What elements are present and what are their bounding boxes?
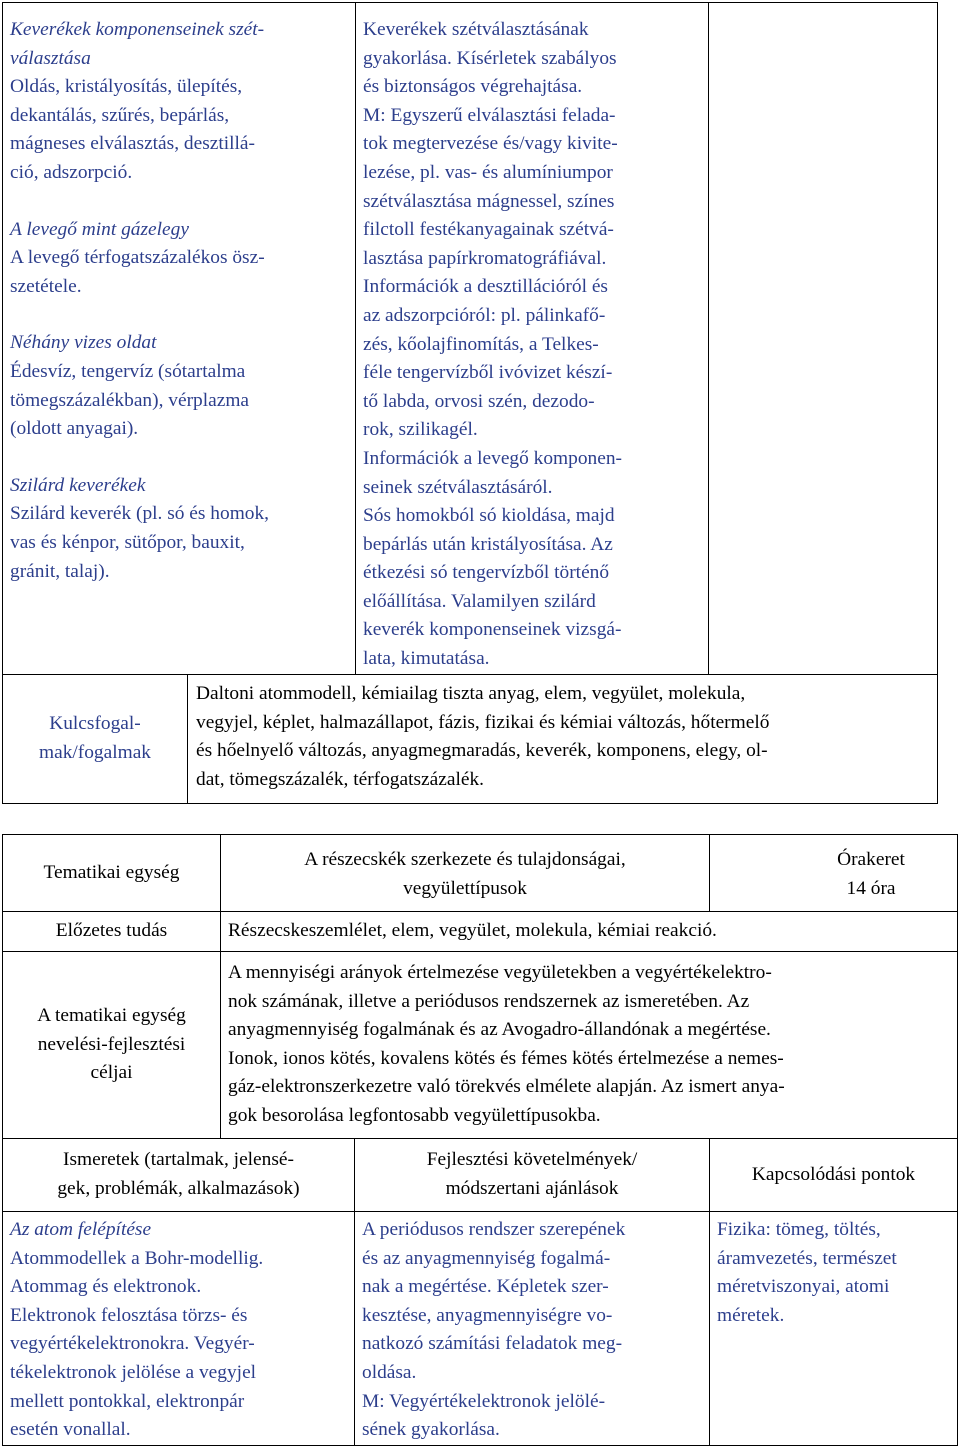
col-header-requirements: Fejlesztési követelmények/ módszertani ajánlások xyxy=(426,1149,638,1199)
goals-line: nok számának, illetve a periódusos rendszernek az ismeretében. Az xyxy=(228,990,750,1012)
unit-label-cell xyxy=(3,835,221,912)
section-line: tömegszázalékban), vérplazma xyxy=(10,389,250,411)
section-heading: A levegő mint gázelegy xyxy=(10,218,189,240)
col-header-connections-cell xyxy=(710,1139,958,1212)
requirement-line: filctoll festékanyagainak szétvá- xyxy=(363,219,614,241)
goals-line: anyagmennyiség fogalmának és az Avogadro-állandónak a megértése. xyxy=(228,1019,771,1041)
goals-label: A tematikai egység nevelési-fejlesztési céljai xyxy=(37,1005,186,1084)
section-line: Édesvíz, tengervíz (sótartalma xyxy=(10,360,246,382)
key-concepts-label-cell xyxy=(3,675,188,804)
key-concepts-cell xyxy=(188,675,938,804)
atom-knowledge-cell xyxy=(3,1212,355,1446)
requirement-line: keverék komponenseinek vizsgá- xyxy=(363,619,622,641)
requirement-line: Keverékek szétválasztásának xyxy=(363,19,589,40)
key-concepts-text xyxy=(196,680,937,795)
requirement-line: M: Egyszerű elválasztási felada- xyxy=(363,104,616,126)
knowledge-line: esetén vonallal. xyxy=(10,1419,131,1441)
prior-label: Előzetes tudás xyxy=(55,920,168,942)
requirement-line: és az anyagmennyiség fogalmá- xyxy=(362,1247,611,1269)
requirement-line: zés, kőolajfinomítás, a Telkes- xyxy=(363,333,599,355)
requirement-line: rok, szilikagél. xyxy=(363,419,478,441)
requirement-line: M: Vegyértékelektronok jelölé- xyxy=(362,1390,606,1412)
knowledge-line: mellett pontokkal, elektronpár xyxy=(10,1390,245,1412)
goals-label-cell xyxy=(3,952,221,1139)
goals-line: A mennyiségi arányok értelmezése vegyületekben a vegyértékelektro- xyxy=(228,962,772,983)
requirement-line: bepárlás után kristályosítása. Az xyxy=(363,533,613,555)
atom-connections-cell xyxy=(710,1212,958,1446)
requirement-line: kesztése, anyagmennyiségre vo- xyxy=(362,1304,613,1326)
knowledge-line: Atommag és elektronok. xyxy=(10,1276,202,1298)
requirement-line: lezése, pl. vas- és alumíniumpor xyxy=(363,161,613,183)
section-line: mágneses elválasztás, desztillá- xyxy=(10,133,255,155)
curriculum-table-bottom xyxy=(2,834,958,1446)
goals-line: gáz-elektronszerkezetre való törekvés elmélete alapján. Az ismert anya- xyxy=(228,1076,785,1098)
section-line: vas és kénpor, sütőpor, bauxit, xyxy=(10,531,245,553)
section-line: A levegő térfogatszázalékos ösz- xyxy=(10,247,265,269)
section-heading: Keverékek komponenseinek szét- választása xyxy=(10,19,265,69)
knowledge-line: tékelektronok jelölése a vegyjel xyxy=(10,1361,257,1383)
connection-line: méretviszonyai, atomi xyxy=(717,1276,890,1298)
requirements-cell xyxy=(356,3,709,675)
goals-line: Ionok, ionos kötés, kovalens kötés és fémes kötés értelmezése a nemes- xyxy=(228,1047,784,1069)
requirement-line: gyakorlása. Kísérletek szabályos xyxy=(363,47,617,69)
section-heading: Néhány vizes oldat xyxy=(10,332,157,354)
atom-requirements-text xyxy=(362,1216,709,1445)
connection-line: Fizika: tömeg, töltés, xyxy=(717,1219,881,1240)
unit-label: Tematikai egység xyxy=(43,861,180,883)
requirement-line: oldása. xyxy=(362,1361,417,1383)
requirement-line: szétválasztása mágnessel, színes xyxy=(363,190,615,212)
hours-label: Órakeret 14 óra xyxy=(837,849,905,899)
atom-knowledge-text xyxy=(10,1245,354,1445)
unit-title: A részecskék szerkezete és tulajdonságai, vegyülettípusok xyxy=(304,849,626,899)
requirement-line: sének gyakorlása. xyxy=(362,1419,500,1441)
key-concepts-line: dat, tömegszázalék, térfogatszázalék. xyxy=(196,769,485,791)
requirement-line: és biztonságos végrehajtása. xyxy=(363,76,583,98)
section-line: dekantálás, szűrés, bepárlás, xyxy=(10,104,230,126)
section-spacer xyxy=(10,444,355,472)
requirement-line: tok megtervezése és/vagy kivite- xyxy=(363,133,618,155)
unit-title-cell xyxy=(221,835,710,912)
requirement-line: A periódusos rendszer szerepének xyxy=(362,1219,626,1240)
section-line: Szilárd keverék (pl. só és homok, xyxy=(10,503,270,525)
atom-knowledge-heading: Az atom felépítése xyxy=(10,1219,152,1240)
requirement-line: tő labda, orvosi szén, dezodo- xyxy=(363,390,595,412)
knowledge-content xyxy=(10,16,355,586)
requirement-line: féle tengervízből ivóvizet készí- xyxy=(363,362,613,384)
key-concepts-line: vegyjel, képlet, halmazállapot, fázis, fizikai és kémiai változás, hőtermelő xyxy=(196,711,770,733)
prior-label-cell xyxy=(3,912,221,952)
requirement-line: az adszorpcióról: pl. pálinkafő- xyxy=(363,304,606,326)
section-spacer xyxy=(10,301,355,329)
section-line: Oldás, kristályosítás, ülepítés, xyxy=(10,76,243,98)
requirement-line: Sós homokból só kioldása, majd xyxy=(363,505,615,527)
section-heading: Szilárd keverékek xyxy=(10,474,146,496)
requirement-line: Információk a desztillációról és xyxy=(363,276,608,298)
requirement-line: étkezési só tengervízből történő xyxy=(363,562,610,584)
connection-line: áramvezetés, természet xyxy=(717,1247,897,1269)
section-line: ció, adszorpció. xyxy=(10,161,133,183)
section-line: szetétele. xyxy=(10,275,82,297)
requirement-line: lasztása papírkromatográfiával. xyxy=(363,247,607,269)
requirement-line: seinek szétválasztásáról. xyxy=(363,476,553,498)
prior-text: Részecskeszemlélet, elem, vegyület, molekula, kémiai reakció. xyxy=(228,920,717,942)
col-header-knowledge: Ismeretek (tartalmak, jelensé- gek, problémák, alkalmazások) xyxy=(57,1149,300,1199)
col-header-knowledge-cell xyxy=(3,1139,355,1212)
section-line: gránit, talaj). xyxy=(10,560,110,582)
requirement-line: lata, kimutatása. xyxy=(363,648,490,670)
section-line: (oldott anyagai). xyxy=(10,418,139,440)
knowledge-line: Elektronok felosztása törzs- és xyxy=(10,1304,248,1326)
prior-text-cell xyxy=(221,912,958,952)
connections-cell xyxy=(709,3,938,675)
atom-connections-text xyxy=(717,1216,957,1330)
hours-cell xyxy=(710,835,958,912)
requirement-line: Információk a levegő komponen- xyxy=(363,447,622,469)
requirement-line: nak a megértése. Képletek szer- xyxy=(362,1276,609,1298)
section-spacer xyxy=(10,188,355,216)
knowledge-line: Atommodellek a Bohr-modellig. xyxy=(10,1247,264,1269)
key-concepts-label: Kulcsfogal- mak/fogalmak xyxy=(39,713,151,763)
col-header-requirements-cell xyxy=(355,1139,710,1212)
goals-text-cell xyxy=(221,952,958,1139)
knowledge-line: vegyértékelektronokra. Vegyér- xyxy=(10,1333,255,1355)
curriculum-table-top xyxy=(2,2,938,804)
goals-line: gok besorolása legfontosabb vegyülettípusokba. xyxy=(228,1104,601,1126)
atom-requirements-cell xyxy=(355,1212,710,1446)
requirement-line: natkozó számítási feladatok meg- xyxy=(362,1333,623,1355)
knowledge-cell xyxy=(3,3,356,675)
col-header-connections: Kapcsolódási pontok xyxy=(751,1163,916,1185)
key-concepts-line: Daltoni atommodell, kémiailag tiszta anyag, elem, vegyület, molekula, xyxy=(196,683,746,704)
requirements-content xyxy=(363,16,708,674)
connection-line: méretek. xyxy=(717,1304,785,1326)
requirement-line: előállítása. Valamilyen szilárd xyxy=(363,590,596,612)
key-concepts-line: és hőelnyelő változás, anyagmegmaradás, keverék, komponens, elegy, ol- xyxy=(196,740,768,762)
goals-text xyxy=(228,959,957,1131)
